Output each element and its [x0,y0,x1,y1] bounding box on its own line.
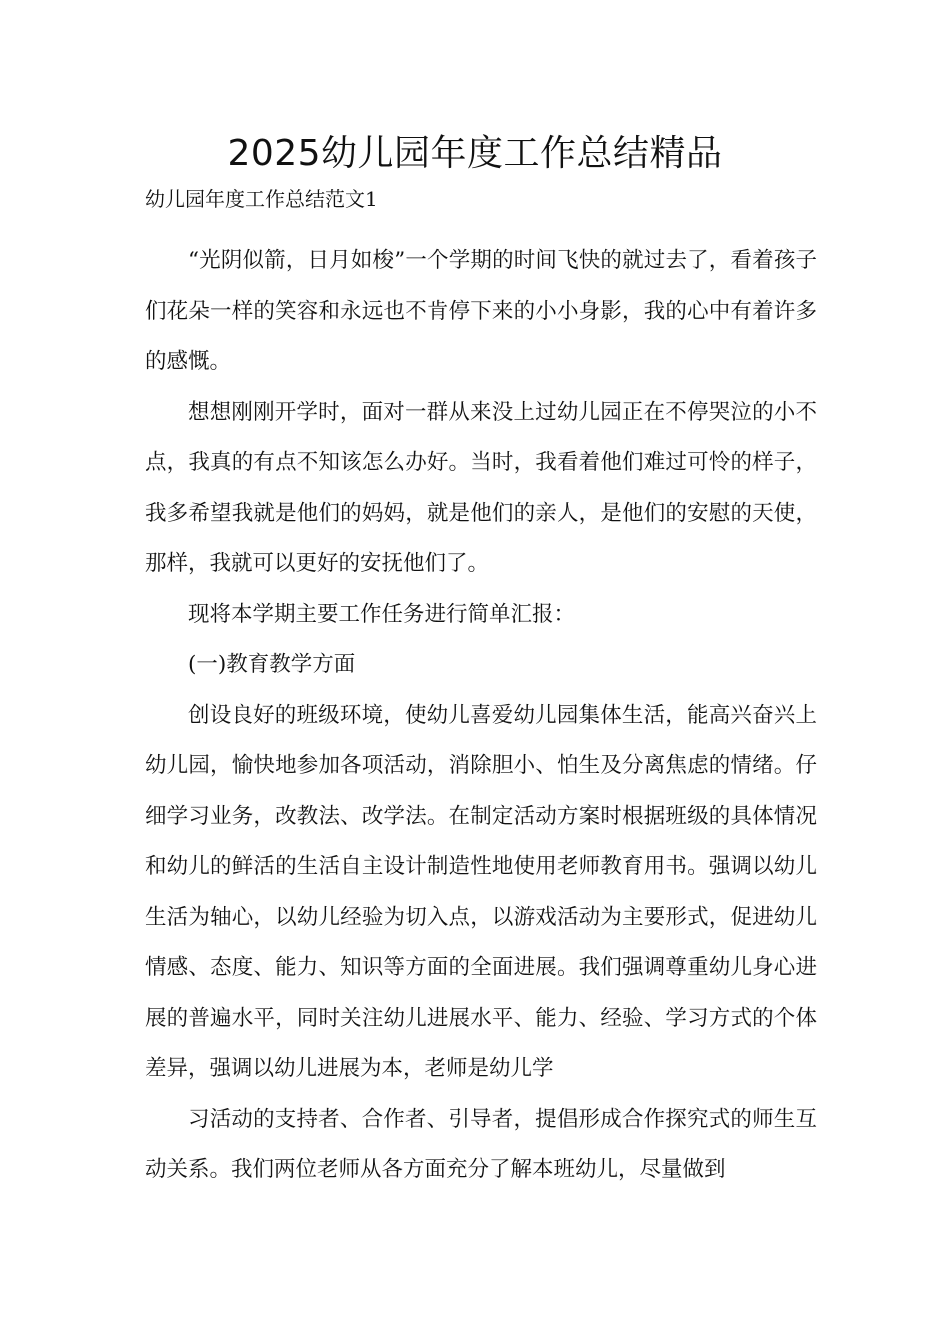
document-body [145,236,817,1196]
section-heading-teaching: (一)教育教学方面 [188,652,356,677]
document-subtitle: 幼儿园年度工作总结范文1 [145,187,378,211]
document-title: 2025幼儿园年度工作总结精品 [227,133,723,174]
paragraph-report-lead: 现将本学期主要工作任务进行简单汇报： [188,601,576,627]
paragraph-recollection: 想想刚刚开学时，面对一群从来没上过幼儿园正在不停哭泣的小不点，我真的有点不知该怎么办好。当时，我看着他们难过可怜的样子，我多希望我就是他们的妈妈，就是他们的亲人，是他们的安慰的天使，那样，我就可以更好的安抚他们了。 [145,399,817,576]
paragraph-intro: “光阴似箭，日月如梭”一个学期的时间飞快的就过去了，看着孩子们花朵一样的笑容和永远也不肯停下来的小小身影，我的心中有着许多的感慨。 [145,248,817,374]
paragraph-teaching-continued: 习活动的支持者、合作者、引导者，提倡形成合作探究式的师生互动关系。我们两位老师从各方面充分了解本班幼儿，尽量做到 [145,1106,817,1182]
paragraph-teaching: 创设良好的班级环境，使幼儿喜爱幼儿园集体生活，能高兴奋兴上幼儿园，愉快地参加各项活动，消除胆小、怕生及分离焦虑的情绪。仔细学习业务，改教法、改学法。在制定活动方案时根据班级的具体情况和幼儿的鲜活的生活自主设计制造性地使用老师教育用书。强调以幼儿生活为轴心，以幼儿经验为切入点，以游戏活动为主要形式，促进幼儿情感、态度、能力、知识等方面的全面进展。我们强调尊重幼儿身心进展的普遍水平，同时关注幼儿进展水平、能力、经验、学习方式的个体差异，强调以幼儿进展为本，老师是幼儿学 [145,702,817,1081]
